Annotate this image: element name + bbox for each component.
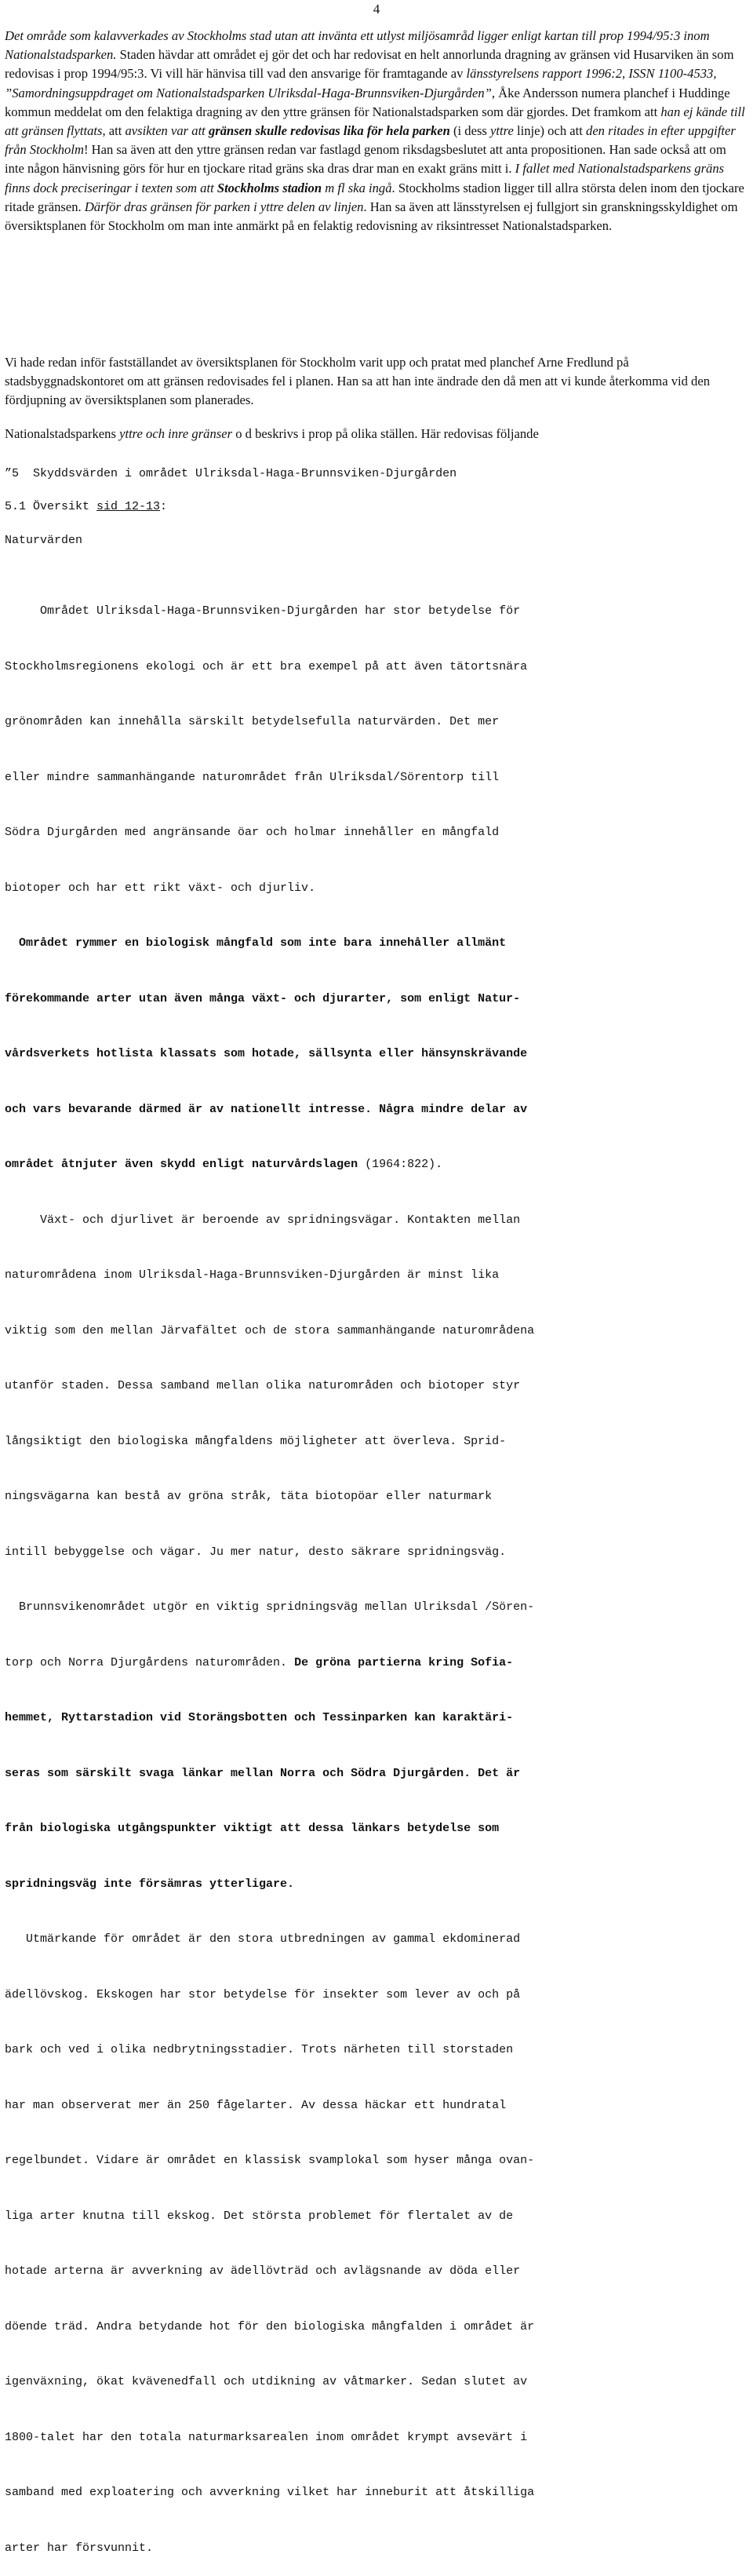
p1-text-1: Staden hävdar att området ej gör det och har redovisat en helt annorlunda dragning av gränsen vid Husarviken än som redovisas i prop 1994/95:3. Vi vill här hänvisa till vad den ansvarige för framtagande av [5,47,734,82]
p3-b: yttre och inre gränser [119,426,233,441]
quote-line: utanför staden. Dessa samband mellan olika naturområden och biotoper styr [5,1379,521,1392]
quote-line [5,1709,748,1728]
quote-line [5,1875,748,1894]
p1-italic-1: han ej kände till att gränsen flyttats [5,104,745,139]
quote-line: Södra Djurgården med angränsande öar och holmar innehåller en mångfald [5,826,500,839]
p1-italic-5: I fallet med Nationalstadsparkens gräns finns dock preciseringar i texten som att [5,161,725,195]
quote-line: samband med exploatering och avverkning vilket har inneburit att åtskilliga [5,2486,535,2499]
bold-part: De gröna partierna kring Sofia- [294,1655,514,1669]
bold-line: och vars bevarande därmed är av nationellt intresse. Några mindre delar av [5,1102,528,1116]
p1-italic-6: m fl ska ingå [322,180,392,195]
p1-text-4: (i dess [449,123,491,139]
paragraph-planchef [5,353,748,410]
sub-c: : [160,500,168,513]
quote-line: naturområdena inom Ulriksdal-Haga-Brunnsviken-Djurgården är minst lika [5,1268,500,1282]
p1-text-2: , Åke Andersson numera planchef i Huddinge kommun meddelat om den felaktiga dragning av den yttre gränsen för Nationalstadsparken som där gjordes. Det framkom att [5,85,730,119]
quote-line [5,1155,748,1174]
quote-line [5,990,748,1009]
p1-italic-2: avsikten var att [125,123,209,139]
quote-line: långsiktigt den biologiska mångfaldens möjligheter att överleva. Sprid- [5,1434,507,1448]
p1-italic-3: yttre [490,123,514,139]
bold-line: området åtnjuter även skydd enligt naturvårdslagen [5,1158,358,1171]
quote-label: Naturvärden [5,534,83,547]
paragraph-boundary-dispute [5,27,748,235]
quote-body [5,565,748,2576]
quote-line: hotade arterna är avverkning av ädellövträd och avlägsnande av döda eller [5,2264,521,2278]
bold-line: vårdsverkets hotlista klassats som hotade, sällsynta eller hänsynskrävande [5,1047,528,1060]
quote-line: ningsvägarna kan bestå av gröna stråk, täta biotopöar eller naturmark [5,1490,493,1503]
quote-line: bark och ved i olika nedbrytningsstadier. Trots närheten till storstaden [5,2043,514,2056]
sub-a: 5.1 Översikt [5,500,97,513]
quote-line: eller mindre sammanhängande naturområdet från Ulriksdal/Sörentorp till [5,770,500,784]
quote-line: regelbundet. Vidare är området en klassisk svamplokal som hyser många ovan- [5,2154,535,2167]
p1-italic-4: den ritades in efter uppgifter från Stockholm [5,123,736,158]
quote-line [5,1100,748,1119]
p2-text: Vi hade redan inför fastställandet av översiktsplanen för Stockholm varit upp och pratat med planchef Arne Fredlund på stadsbyggnadskontoret om att gränsen redovisades fel i planen. Han sa att han inte ändrade den då men att vi kunde återkomma vid den fördjupning av översiktsplanen som planerades. [5,355,711,408]
p1-text-5: linje) och att [513,123,587,139]
sub-page-ref: sid 12-13 [96,500,161,513]
quote-line [5,934,748,953]
quote-line: Växt- och djurlivet är beroende av spridningsvägar. Kontakten mellan [5,1213,521,1227]
paragraph-borders [5,425,748,443]
bold-line: seras som särskilt svaga länkar mellan Norra och Södra Djurgården. Det är [5,1766,521,1780]
p1-report-title: länsstyrelsens rapport 1996:2, ISSN 1100-4533, ”Samordningsuppdraget om Nationalstadsparken Ulriksdal-Haga-Brunnsviken-Djurgården” [5,66,717,100]
quote-heading: ”5 Skyddsvärden i området Ulriksdal-Haga-Brunnsviken-Djurgården [5,467,457,480]
bold-line: förekommande arter utan även många växt- och djurarter, som enligt Natur- [5,991,521,1005]
bold-line: spridningsväg inte försämras ytterligare. [5,1877,295,1891]
quote-line: arter har försvunnit. [5,2541,154,2555]
p1-italic-7: Därför dras gränsen för parken i yttre delen av linjen [84,199,364,214]
quote-line: Brunnsvikenområdet utgör en viktig spridningsväg mellan Ulriksdal /Sören- [5,1600,535,1614]
quote-line: igenväxning, ökat kvävenedfall och utdikning av våtmarker. Sedan slutet av [5,2375,528,2388]
quote-subheading [5,498,748,516]
bold-line: Området rymmer en biologisk mångfald som inte bara innehåller allmänt [5,936,507,950]
p1-bold-italic-2: Stockholms stadion [216,180,322,195]
p1-text-8: . Han sa även att länsstyrelsen ej fullgjort sin granskningsskyldighet om översiktsplanen för Stockholm om man inte anmärkt på en felaktig redovisning av riksintresset Nationalstadsparken. [5,199,738,234]
quote-line: liga arter knutna till ekskog. Det största problemet för flertalet av de [5,2209,514,2223]
bold-line: hemmet, Ryttarstadion vid Storängsbotten och Tessinparken kan karaktäri- [5,1711,514,1724]
quote-line: grönområden kan innehålla särskilt betydelsefulla naturvärden. Det mer [5,715,500,728]
p1-text-6: ! Han sa även att den yttre gränsen redan var fastlagd genom riksdagsbeslutet att anta propositionen. Han sade också att om inte någon hänvisning görs för hur en tjockare ritad gräns ska dras drar man en exakt gräns mitt i. [5,142,726,177]
quote-line: ädellövskog. Ekskogen har stor betydelse för insekter som lever av och på [5,1987,521,2001]
p3-c: o d beskrivs i prop på olika ställen. Här redovisas följande [232,426,539,441]
quote-line [5,1045,748,1064]
quote-line [5,1819,748,1838]
quote-line: biotoper och har ett rikt växt- och djurliv. [5,881,316,895]
p1-text-3: , att [102,123,126,139]
quote-line: döende träd. Andra betydande hot för den biologiska mångfalden i området är [5,2319,535,2333]
quote-line: Området Ulriksdal-Haga-Brunnsviken-Djurgården har stor betydelse för [5,604,521,618]
bold-line: från biologiska utgångspunkter viktigt att dessa länkars betydelse som [5,1822,500,1835]
quote-line [5,1764,748,1783]
quote-line: Utmärkande för området är den stora utbredningen av gammal ekdominerad [5,1932,521,1946]
quote-line [5,1654,748,1673]
quote-line: 1800-talet har den totala naturmarksarealen inom området krympt avsevärt i [5,2430,528,2444]
p1-intro: Det område som kalavverkades av Stockholms stad utan att invänta ett utlyst miljösamråd ligger enligt kartan till prop 1994/95:3 inom Nationalstadsparken. [5,28,710,63]
law-reference: (1964:822). [358,1158,443,1171]
quote-line: viktig som den mellan Järvafältet och de stora sammanhängande naturområdena [5,1323,535,1337]
p1-text-7: . Stockholms stadion ligger till allra största delen inom den tjockare ritade gränsen. [5,180,744,214]
quote-line: har man observerat mer än 250 fågelarter. Av dessa häckar ett hundratal [5,2098,507,2112]
quote-line: intill bebyggelse och vägar. Ju mer natur, desto säkrare spridningsväg. [5,1545,507,1559]
quote-line: Stockholmsregionens ekologi och är ett bra exempel på att även tätortsnära [5,659,528,673]
p1-bold-italic-1: gränsen skulle redovisas lika för hela parken [208,123,450,139]
page-number: 4 [373,2,380,16]
p3-a: Nationalstadsparkens [5,426,120,441]
plain-part: torp och Norra Djurgårdens naturområden. [5,1655,295,1669]
